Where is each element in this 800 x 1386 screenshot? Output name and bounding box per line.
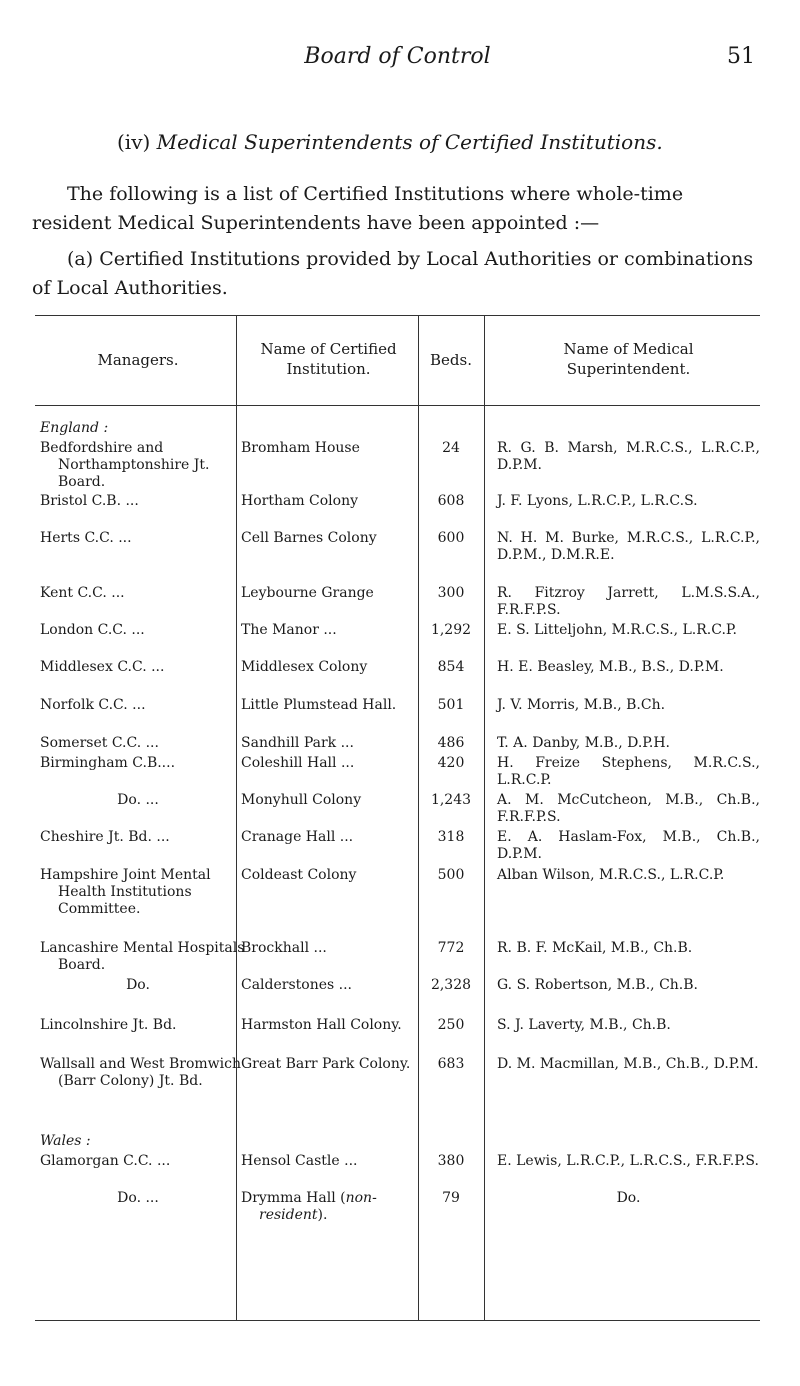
manager-cell: London C.C. ... [40,622,145,638]
manager-cell: Do. ... [117,792,159,808]
beds-cell: 1,292 [430,622,472,638]
column-divider [484,315,485,1320]
superintendent-cell: R. B. F. McKail, M.B., Ch.B. [497,940,693,956]
subsection-paragraph: (a) Certified Institutions provided by Local Authorities or combinations of Local Authorities. [32,248,754,299]
beds-cell: 500 [437,867,465,883]
beds-cell: 300 [437,585,465,601]
beds-cell: 79 [442,1190,460,1206]
institution-cell: Coldeast Colony [241,867,357,883]
superintendent-cell: A. M. McCutcheon, M.B., Ch.B., F.R.F.P.S. [497,792,760,825]
superintendent-cell: R. G. B. Marsh, M.R.C.S., L.R.C.P., D.P.M. [497,440,760,473]
superintendent-cell: E. Lewis, L.R.C.P., L.R.C.S., F.R.F.P.S. [497,1153,759,1169]
column-header-superintendent-line: Superintendent. [566,360,691,378]
institution-cell: Middlesex Colony [241,659,368,675]
superintendent-cell: S. J. Laverty, M.B., Ch.B. [497,1017,671,1033]
superintendent-cell: E. A. Haslam-Fox, M.B., Ch.B., D.P.M. [497,829,760,862]
beds-cell: 318 [437,829,465,845]
column-header-institution [241,339,416,379]
superintendent-cell: G. S. Robertson, M.B., Ch.B. [497,977,698,993]
page-number: 51 [727,44,755,69]
superintendent-cell: H. E. Beasley, M.B., B.S., D.P.M. [497,659,724,675]
manager-cell: Bedfordshire and Northamptonshire Jt. Board. [40,440,210,490]
institution-cell: Leybourne Grange [241,585,374,601]
institution-note: non-resident [259,1190,377,1223]
intro-paragraph: The following is a list of Certified Institutions where whole-time resident Medical Superintendents have been appointed :— [32,183,684,234]
manager-cell: Glamorgan C.C. ... [40,1153,171,1169]
institution-cell: Great Barr Park Colony. [241,1056,411,1072]
manager-cell: Wallsall and West Bromwich (Barr Colony) Jt. Bd. [40,1056,241,1089]
superintendent-cell: H. Freize Stephens, M.R.C.S., L.R.C.P. [497,755,760,788]
beds-cell: 854 [437,659,465,675]
beds-cell: 683 [437,1056,465,1072]
column-divider [418,315,419,1320]
institution-cell: Hensol Castle ... [241,1153,358,1169]
beds-cell: 486 [437,735,465,751]
manager-cell: Norfolk C.C. ... [40,697,146,713]
beds-cell: 772 [437,940,465,956]
beds-cell: 250 [437,1017,465,1033]
institution-punct: ). [317,1207,328,1223]
institution-cell: Brockhall ... [241,940,327,956]
institution-name: Drymma Hall ( [241,1190,346,1206]
beds-cell: 380 [437,1153,465,1169]
running-title: Board of Control [304,44,491,69]
country-label-wales: Wales : [40,1133,91,1149]
beds-cell: 608 [437,493,465,509]
institution-cell: Monyhull Colony [241,792,362,808]
beds-cell: 1,243 [430,792,472,808]
column-header-superintendent-line: Name of Medical [563,340,694,358]
beds-cell: 420 [437,755,465,771]
superintendent-cell: N. H. M. Burke, M.R.C.S., L.R.C.P., D.P.M., D.M.R.E. [497,530,760,563]
manager-cell: Do. [126,977,150,993]
institution-cell: Harmston Hall Colony. [241,1017,402,1033]
institution-cell: Bromham House [241,440,360,456]
manager-cell: Hampshire Joint Mental Health Institutions Committee. [40,867,211,917]
institution-cell: Cell Barnes Colony [241,530,377,546]
manager-cell: Do. ... [117,1190,159,1206]
manager-cell: Birmingham C.B.... [40,755,176,771]
institution-cell: The Manor ... [241,622,337,638]
superintendent-cell: J. V. Morris, M.B., B.Ch. [497,697,666,713]
page-header [40,44,755,74]
section-heading [117,130,663,154]
section-title: Medical Superintendents of Certified Institutions. [156,130,663,154]
table-top-rule [35,315,760,316]
superintendent-cell: E. S. Litteljohn, M.R.C.S., L.R.C.P. [497,622,737,638]
superintendent-cell: Do. [616,1190,641,1206]
manager-cell: Middlesex C.C. ... [40,659,165,675]
institution-cell: Little Plumstead Hall. [241,697,397,713]
column-header-beds: Beds. [430,351,472,369]
manager-cell: Lancashire Mental Hospitals Board. [40,940,245,973]
manager-cell: Somerset C.C. ... [40,735,159,751]
institution-cell: Sandhill Park ... [241,735,354,751]
table-bottom-rule [35,1320,760,1321]
institution-cell: Coleshill Hall ... [241,755,355,771]
manager-cell: Lincolnshire Jt. Bd. [40,1017,177,1033]
institution-cell: Calderstones ... [241,977,353,993]
column-header-superintendent [497,339,760,379]
beds-cell: 501 [437,697,465,713]
superintendent-cell: D. M. Macmillan, M.B., Ch.B., D.P.M. [497,1056,759,1072]
country-label-england: England : [40,420,109,436]
institution-cell: Hortham Colony [241,493,359,509]
manager-cell: Bristol C.B. ... [40,493,139,509]
superintendent-cell: J. F. Lyons, L.R.C.P., L.R.C.S. [497,493,698,509]
institution-cell: Cranage Hall ... [241,829,354,845]
column-header-institution-line: Name of Certified [260,340,397,358]
superintendent-cell: Alban Wilson, M.R.C.S., L.R.C.P. [497,867,725,883]
superintendent-cell: T. A. Danby, M.B., D.P.H. [497,735,670,751]
beds-cell: 600 [437,530,465,546]
beds-cell: 2,328 [430,977,472,993]
table-header-rule [35,405,760,406]
section-numeral: (iv) [117,130,151,154]
manager-cell: Kent C.C. ... [40,585,125,601]
manager-cell: Cheshire Jt. Bd. ... [40,829,170,845]
column-header-institution-line: Institution. [286,360,371,378]
manager-cell: Herts C.C. ... [40,530,132,546]
superintendent-cell: R. Fitzroy Jarrett, L.M.S.S.A., F.R.F.P.S. [497,585,760,618]
beds-cell: 24 [442,440,460,456]
column-header-managers: Managers. [97,351,179,369]
institution-cell [241,1190,434,1224]
